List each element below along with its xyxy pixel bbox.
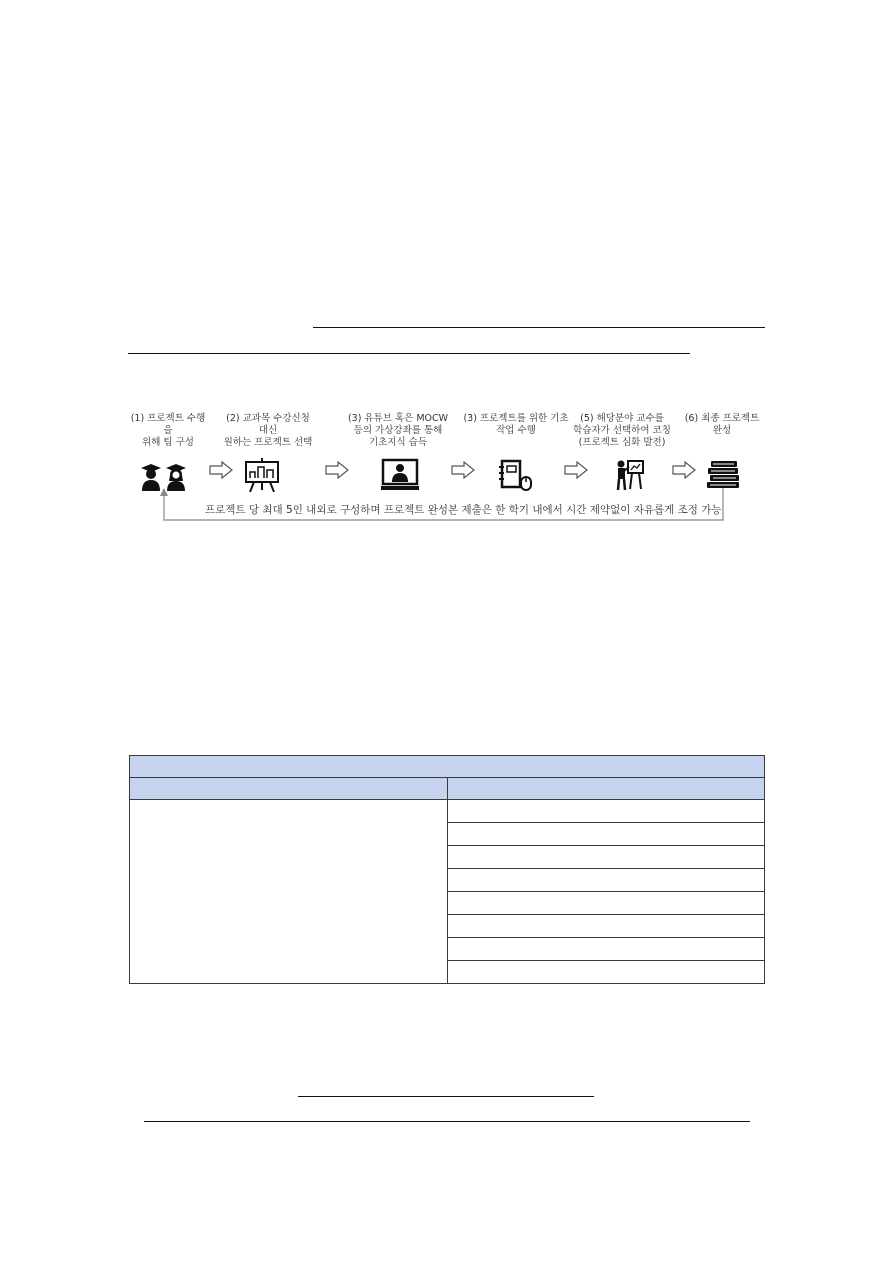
underline-rule <box>128 353 690 354</box>
books-stack-icon <box>707 460 741 488</box>
table-cell <box>447 892 765 915</box>
flow-note: 프로젝트 당 최대 5인 내외로 구성하며 프로젝트 완성본 제출은 한 학기 내에서 시간 제약없이 자유롭게 조정 가능 <box>205 504 722 516</box>
underline-rule <box>144 1121 750 1122</box>
table-cell <box>447 846 765 869</box>
table-cell <box>447 915 765 938</box>
step-label-1: (1) 프로젝트 수행을 위해 팀 구성 <box>130 413 206 448</box>
presentation-board-icon <box>244 458 280 492</box>
table-title <box>130 756 765 778</box>
step-label-3: (3) 유튜브 혹은 MOCW 등의 가상강좌를 통해 기초지식 습득 <box>347 413 449 448</box>
table-cell <box>447 961 765 984</box>
step-label-5: (5) 해당분야 교수를 학습자가 선택하여 코칭 (프로젝트 심화 발전) <box>573 413 671 448</box>
table-group-cell <box>130 800 448 984</box>
teacher-coaching-icon <box>615 459 645 491</box>
table-cell <box>447 800 765 823</box>
table-row <box>130 800 765 823</box>
underline-rule <box>298 1096 594 1097</box>
step-label-2: (2) 교과목 수강신청 대신 원하는 프로젝트 선택 <box>223 413 313 448</box>
table-cell <box>447 823 765 846</box>
flow-arrow-icon <box>564 461 588 479</box>
table-cell <box>447 869 765 892</box>
online-lecture-icon <box>381 458 419 492</box>
step-label-6: (6) 최종 프로젝트 완성 <box>684 413 760 436</box>
flow-arrow-icon <box>209 461 233 479</box>
underline-rule <box>313 327 765 328</box>
flow-arrow-icon <box>451 461 475 479</box>
table-header-cell <box>130 778 448 800</box>
table-header-cell <box>447 778 765 800</box>
graduates-icon <box>139 463 189 491</box>
notebook-mouse-icon <box>499 459 533 491</box>
step-label-4: (3) 프로젝트를 위한 기초 작업 수행 <box>463 413 569 436</box>
flow-arrow-icon <box>325 461 349 479</box>
table-cell <box>447 938 765 961</box>
flow-arrow-icon <box>672 461 696 479</box>
data-table <box>129 755 765 984</box>
